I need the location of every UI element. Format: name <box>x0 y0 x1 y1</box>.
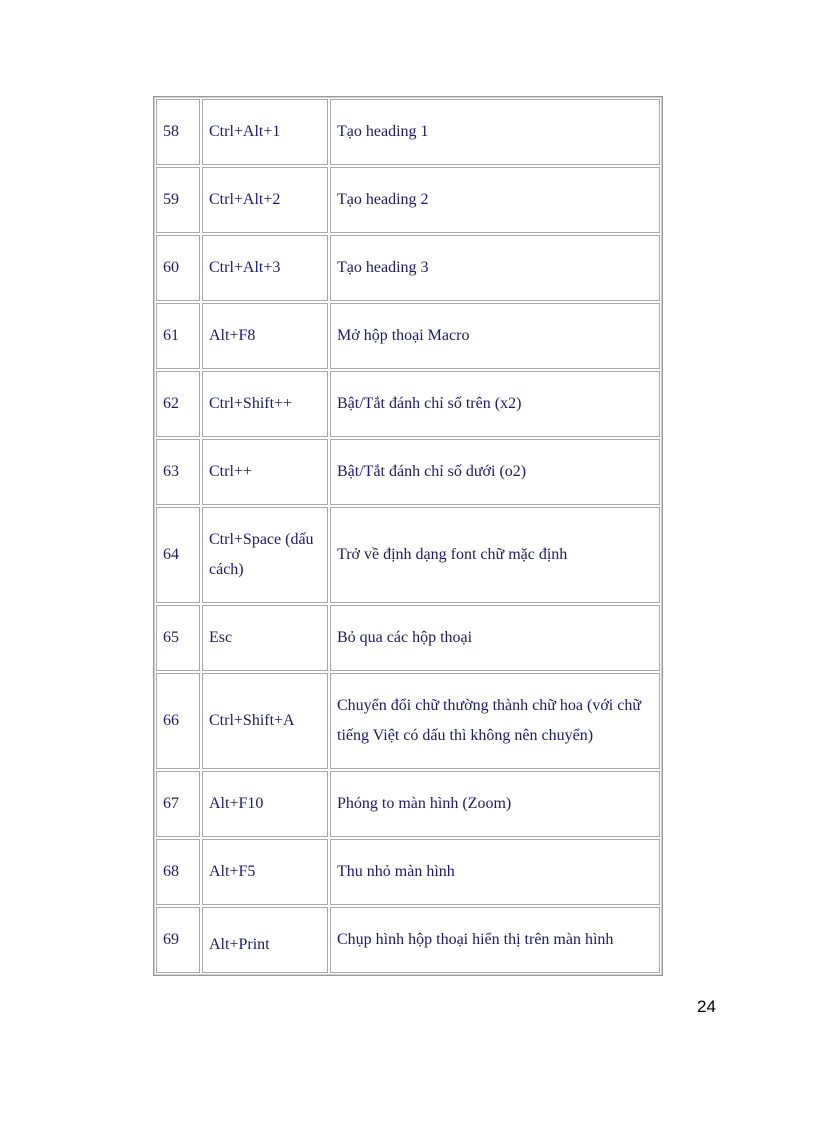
row-number: 68 <box>156 839 200 905</box>
shortcut-description: Bật/Tắt đánh chỉ số trên (x2) <box>330 371 660 437</box>
table-row <box>156 235 660 301</box>
shortcut-keys: Alt+F10 <box>202 771 328 837</box>
table-row <box>156 605 660 671</box>
shortcut-keys: Ctrl++ <box>202 439 328 505</box>
shortcut-keys: Alt+Print <box>202 907 328 973</box>
row-number: 69 <box>156 907 200 973</box>
table-row <box>156 839 660 905</box>
shortcut-description: Tạo heading 1 <box>330 99 660 165</box>
shortcut-description: Bỏ qua các hộp thoại <box>330 605 660 671</box>
table-row <box>156 303 660 369</box>
table-row <box>156 167 660 233</box>
shortcut-description: Chụp hình hộp thoại hiển thị trên màn hình <box>330 907 660 973</box>
row-number: 58 <box>156 99 200 165</box>
shortcut-description: Tạo heading 3 <box>330 235 660 301</box>
table-row <box>156 371 660 437</box>
shortcut-keys: Ctrl+Alt+2 <box>202 167 328 233</box>
table-row <box>156 673 660 769</box>
row-number: 60 <box>156 235 200 301</box>
row-number: 66 <box>156 673 200 769</box>
shortcut-keys: Ctrl+Alt+1 <box>202 99 328 165</box>
table-row <box>156 507 660 603</box>
table-row <box>156 771 660 837</box>
table-row <box>156 99 660 165</box>
row-number: 65 <box>156 605 200 671</box>
page-number: 24 <box>697 997 716 1016</box>
shortcut-keys: Ctrl+Shift++ <box>202 371 328 437</box>
row-number: 64 <box>156 507 200 603</box>
shortcut-description: Thu nhỏ màn hình <box>330 839 660 905</box>
shortcut-description: Bật/Tắt đánh chỉ số dưới (o2) <box>330 439 660 505</box>
row-number: 63 <box>156 439 200 505</box>
shortcut-description: Chuyển đổi chữ thường thành chữ hoa (với chữ tiếng Việt có dấu thì không nên chuyển) <box>330 673 660 769</box>
shortcut-description: Phóng to màn hình (Zoom) <box>330 771 660 837</box>
shortcut-description: Mở hộp thoại Macro <box>330 303 660 369</box>
row-number: 67 <box>156 771 200 837</box>
shortcut-description: Tạo heading 2 <box>330 167 660 233</box>
row-number: 62 <box>156 371 200 437</box>
shortcut-description: Trở về định dạng font chữ mặc định <box>330 507 660 603</box>
shortcut-keys: Ctrl+Alt+3 <box>202 235 328 301</box>
shortcut-keys: Alt+F8 <box>202 303 328 369</box>
shortcut-keys: Alt+F5 <box>202 839 328 905</box>
row-number: 61 <box>156 303 200 369</box>
shortcut-keys: Ctrl+Space (dấu cách) <box>202 507 328 603</box>
row-number: 59 <box>156 167 200 233</box>
table-row <box>156 439 660 505</box>
shortcut-keys: Esc <box>202 605 328 671</box>
shortcut-table <box>153 96 663 976</box>
table-row <box>156 907 660 973</box>
shortcut-keys: Ctrl+Shift+A <box>202 673 328 769</box>
